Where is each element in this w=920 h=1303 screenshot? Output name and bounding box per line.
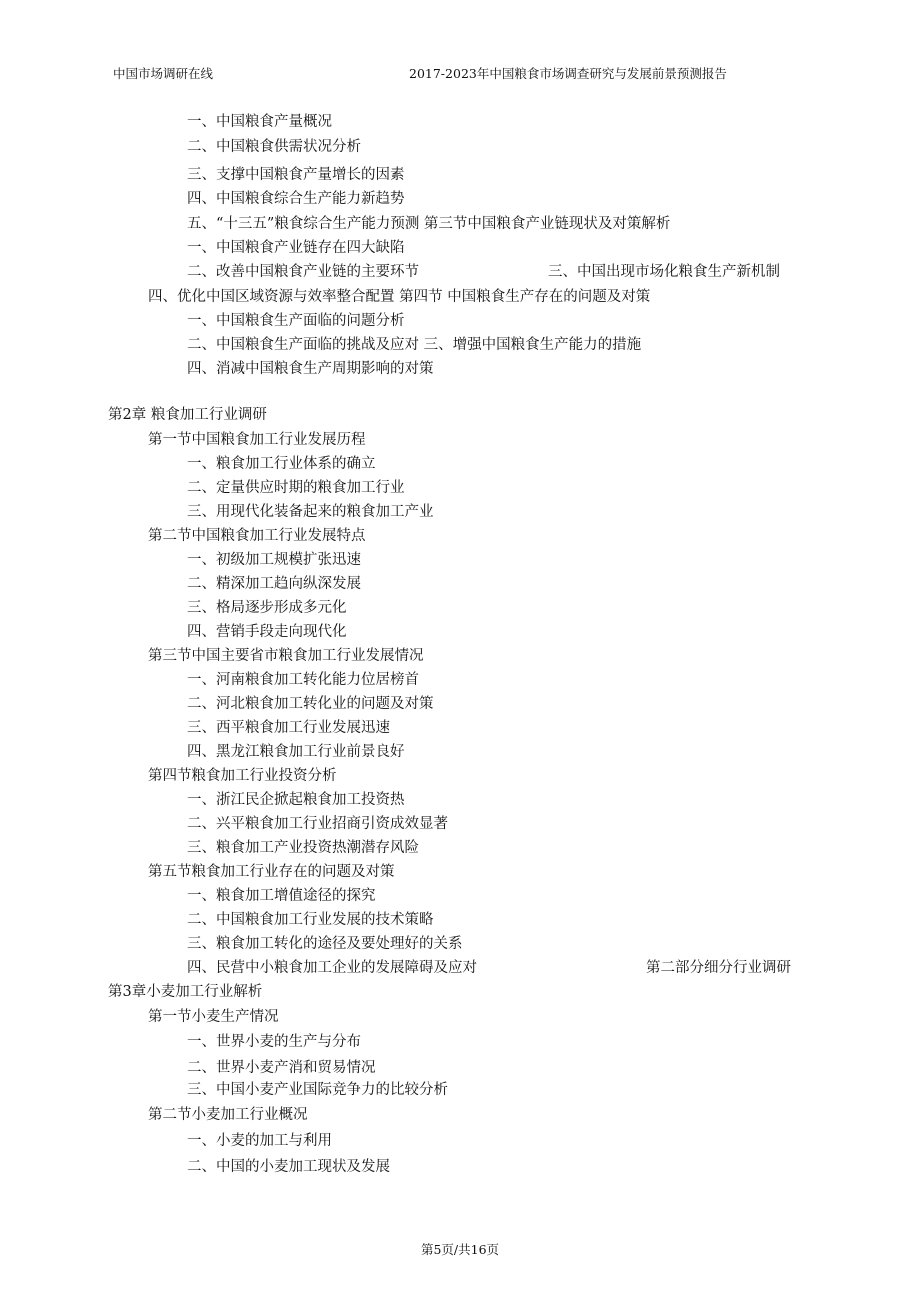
toc-item: 二、改善中国粮食产业链的主要环节 [187,264,419,280]
toc-item: 一、粮食加工行业体系的确立 [187,456,376,472]
toc-item: 四、中国粮食综合生产能力新趋势 [187,191,405,207]
toc-item: 二、定量供应时期的粮食加工行业 [187,480,405,496]
section-heading: 第三节中国主要省市粮食加工行业发展情况 [148,648,424,664]
toc-item: 一、粮食加工增值途径的探究 [187,888,376,904]
page-number: 第5页/共16页 [420,1242,500,1257]
header-site-name: 中国市场调研在线 [113,66,214,81]
toc-item: 二、中国粮食生产面临的挑战及应对 三、增强中国粮食生产能力的措施 [187,337,642,353]
toc-item: 四、民营中小粮食加工企业的发展障碍及应对 [187,960,477,976]
toc-item: 二、中国粮食供需状况分析 [187,139,361,155]
toc-item: 一、浙江民企掀起粮食加工投资热 [187,792,405,808]
toc-item: 三、支撑中国粮食产量增长的因素 [187,167,405,183]
toc-item: 三、粮食加工转化的途径及要处理好的关系 [187,936,463,952]
toc-item: 二、中国粮食加工行业发展的技术策略 [187,912,434,928]
toc-item: 一、小麦的加工与利用 [187,1133,332,1149]
toc-item: 二、世界小麦产消和贸易情况 [187,1060,376,1076]
chapter-heading: 第2章 粮食加工行业调研 [108,407,267,423]
toc-item: 三、粮食加工产业投资热潮潜存风险 [187,840,419,856]
toc-item: 三、西平粮食加工行业发展迅速 [187,720,390,736]
header-report-title: 2017-2023年中国粮食市场调查研究与发展前景预测报告 [409,66,727,81]
section-heading: 第四节粮食加工行业投资分析 [148,768,337,784]
toc-item: 三、格局逐步形成多元化 [187,600,347,616]
toc-item: 二、兴平粮食加工行业招商引资成效显著 [187,816,448,832]
toc-item: 一、中国粮食产量概况 [187,114,332,130]
toc-item: 三、中国小麦产业国际竞争力的比较分析 [187,1082,448,1098]
toc-item: 二、精深加工趋向纵深发展 [187,576,361,592]
toc-item: 一、世界小麦的生产与分布 [187,1034,361,1050]
toc-item: 一、中国粮食生产面临的问题分析 [187,313,405,329]
section-heading: 第二节小麦加工行业概况 [148,1107,308,1123]
toc-item: 四、优化中国区域资源与效率整合配置 第四节 中国粮食生产存在的问题及对策 [148,289,651,305]
toc-item: 四、营销手段走向现代化 [187,624,347,640]
toc-item: 三、用现代化装备起来的粮食加工产业 [187,504,434,520]
section-heading: 第一节小麦生产情况 [148,1009,279,1025]
toc-item: 四、黑龙江粮食加工行业前景良好 [187,744,405,760]
toc-item: 一、中国粮食产业链存在四大缺陷 [187,240,405,256]
chapter-heading: 第3章小麦加工行业解析 [108,984,263,1000]
section-heading: 第一节中国粮食加工行业发展历程 [148,432,366,448]
part-heading: 第二部分细分行业调研 [646,960,791,976]
toc-item: 三、中国出现市场化粮食生产新机制 [548,264,780,280]
toc-item: 四、消减中国粮食生产周期影响的对策 [187,361,434,377]
toc-item: 一、初级加工规模扩张迅速 [187,552,361,568]
toc-item: 五、“十三五”粮食综合生产能力预测 第三节中国粮食产业链现状及对策解析 [187,216,671,232]
toc-item: 一、河南粮食加工转化能力位居榜首 [187,672,419,688]
section-heading: 第五节粮食加工行业存在的问题及对策 [148,864,395,880]
toc-item: 二、中国的小麦加工现状及发展 [187,1159,390,1175]
section-heading: 第二节中国粮食加工行业发展特点 [148,528,366,544]
toc-item: 二、河北粮食加工转化业的问题及对策 [187,696,434,712]
